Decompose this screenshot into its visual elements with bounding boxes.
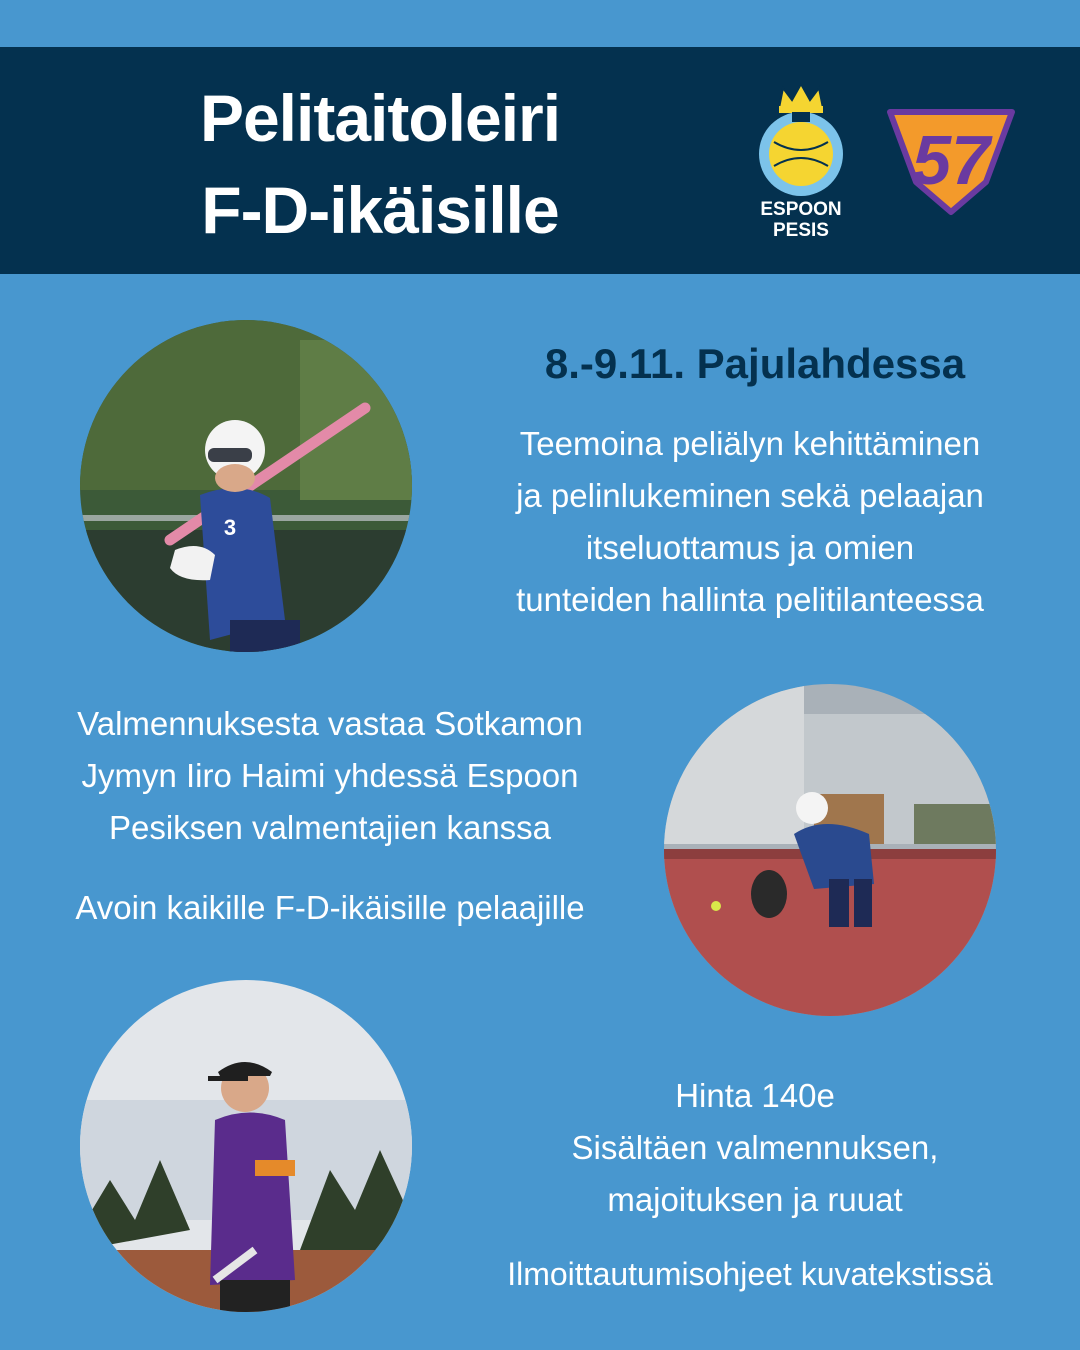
signup-instructions: Ilmoittautumisohjeet kuvatekstissä <box>507 1256 993 1292</box>
themes-line-4: tunteiden hallinta pelitilanteessa <box>516 581 984 618</box>
title-line-2: F-D-ikäisille <box>201 173 559 247</box>
themes-line-2: ja pelinlukeminen sekä pelaajan <box>516 477 984 514</box>
event-date-location: 8.-9.11. Pajulahdessa <box>544 340 966 387</box>
jymy-57-logo <box>884 104 1018 216</box>
photo-batter <box>80 320 412 652</box>
price-line-3: majoituksen ja ruuat <box>607 1181 903 1218</box>
page-title <box>140 72 620 256</box>
themes-line-3: itseluottamus ja omien <box>585 529 915 566</box>
photo-fielder <box>664 684 996 1016</box>
jersey-number: 3 <box>223 515 237 540</box>
themes-text <box>440 418 1060 626</box>
price-line-1: Hinta 140e <box>675 1077 835 1114</box>
logo-espoo-text-2: PESIS <box>773 220 829 241</box>
espoon-pesis-logo <box>752 82 850 242</box>
title-line-1: Pelitaitoleiri <box>199 81 561 155</box>
coach-line-3: Pesiksen valmentajien kanssa <box>108 809 552 846</box>
coach-text <box>10 698 650 854</box>
logo-57-text: 57 <box>912 121 990 199</box>
price-line-2: Sisältäen valmennuksen, <box>571 1129 939 1166</box>
photo-coach <box>80 980 412 1312</box>
coach-line-1: Valmennuksesta vastaa Sotkamon <box>77 705 583 742</box>
logo-espoo-text-1: ESPOON <box>760 199 842 220</box>
coach-line-2: Jymyn Iiro Haimi yhdessä Espoon <box>81 757 579 794</box>
price-text <box>470 1070 1040 1226</box>
open-to-text: Avoin kaikille F-D-ikäisille pelaajille <box>75 889 585 926</box>
themes-line-1: Teemoina peliälyn kehittäminen <box>519 425 981 462</box>
